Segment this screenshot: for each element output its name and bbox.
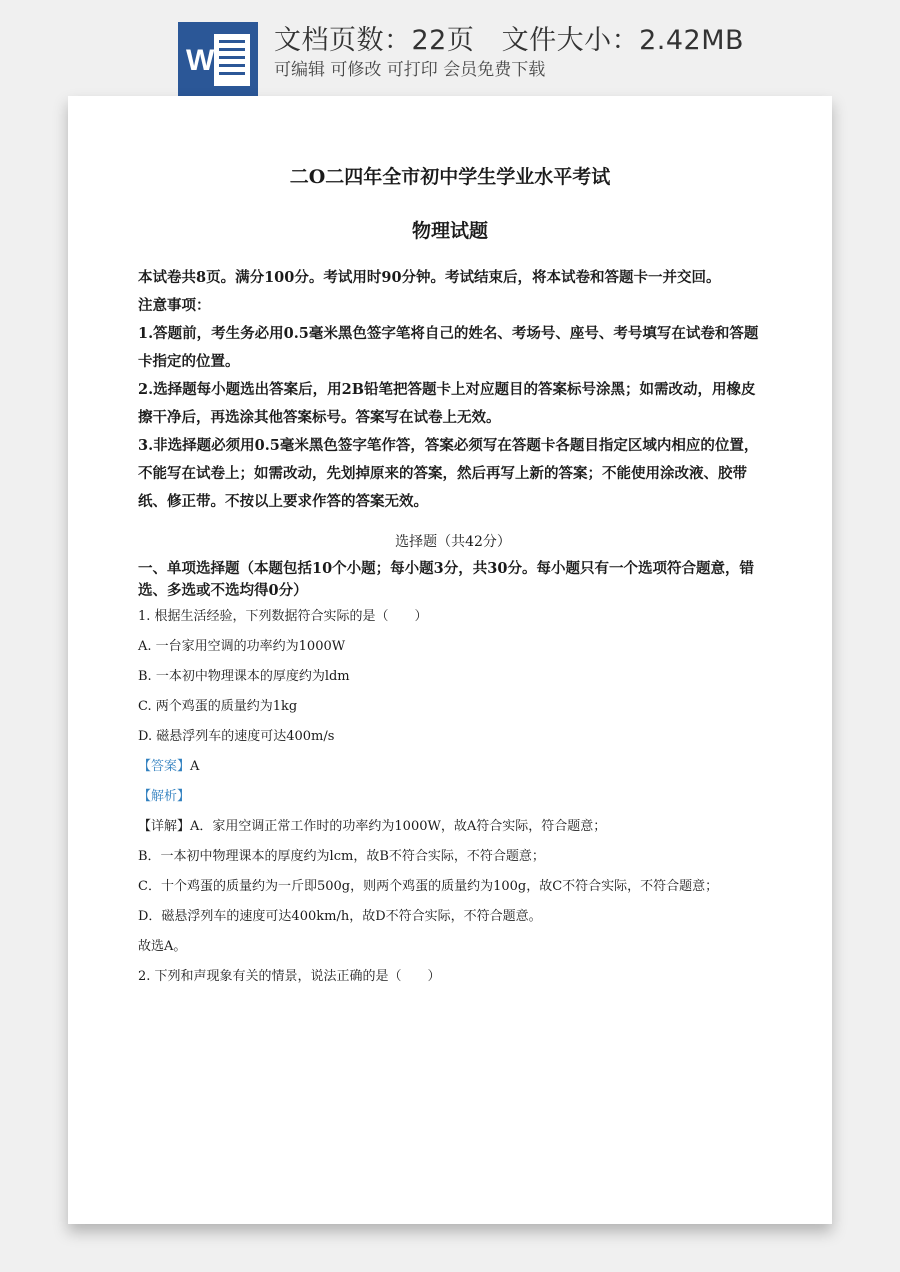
detail-text: A．家用空调正常工作时的功率约为1000W，故A符合实际，符合题意； bbox=[190, 819, 607, 834]
intro-text: 本试卷共8页。满分100分。考试用时90分钟。考试结束后，将本试卷和答题卡一并交回。 bbox=[138, 269, 721, 286]
download-banner bbox=[0, 0, 900, 100]
question-option: A. 一台家用空调的功率约为1000W bbox=[138, 639, 346, 654]
notice-item: 2.选择题每小题选出答案后，用2B铅笔把答题卡上对应题目的答案标号涂黑；如需改动，用橡皮擦干净后，再选涂其他答案标号。答案写在试卷上无效。 bbox=[138, 381, 756, 426]
question-stem: 1. 根据生活经验，下列数据符合实际的是（ ） bbox=[138, 609, 428, 624]
notice-item: 3.非选择题必须用0.5毫米黑色签字笔作答，答案必须写在答题卡各题目指定区域内相应的位置，不能写在试卷上；如需改动，先划掉原来的答案，然后再写上新的答案；不能使用涂改液、胶带纸、修正带。不按以上要求作答的答案无效。 bbox=[138, 437, 759, 510]
notice-item: 1.答题前，考生务必用0.5毫米黑色签字笔将自己的姓名、考场号、座号、考号填写在试卷和答题卡指定的位置。 bbox=[138, 325, 759, 370]
conclusion-line: 故选A。 bbox=[138, 939, 187, 954]
document-page bbox=[68, 96, 832, 1224]
detail-line: C．十个鸡蛋的质量约为一斤即500g，则两个鸡蛋的质量约为100g，故C不符合实际，不符合题意； bbox=[138, 879, 719, 894]
section-heading: 选择题（共42分） bbox=[395, 534, 511, 550]
detail-tag: 【详解】 bbox=[138, 819, 191, 834]
word-icon-letter: W bbox=[186, 44, 215, 77]
question-option: C. 两个鸡蛋的质量约为1kg bbox=[138, 699, 298, 714]
question-stem: 2. 下列和声现象有关的情景，说法正确的是（ ） bbox=[138, 969, 441, 984]
question-option: D. 磁悬浮列车的速度可达400m/s bbox=[138, 729, 335, 744]
answer-value: A bbox=[190, 759, 200, 774]
detail-line: B．一本初中物理课本的厚度约为lcm，故B不符合实际，不符合题意； bbox=[138, 849, 545, 864]
mc-heading: 一、单项选择题（本题包括10个小题；每小题3分，共30分。每小题只有一个选项符合题意，错选、多选或不选均得0分） bbox=[138, 560, 754, 599]
document-subtitle: 物理试题 bbox=[411, 220, 488, 242]
document-content bbox=[138, 264, 768, 992]
notice-heading: 注意事项： bbox=[138, 297, 211, 314]
word-document-icon bbox=[178, 22, 258, 96]
document-title: 二O二四年全市初中学生学业水平考试 bbox=[289, 166, 611, 188]
answer-line bbox=[138, 752, 768, 782]
banner-subtitle: 可编辑 可修改 可打印 会员免费下载 bbox=[274, 60, 546, 80]
analysis-line bbox=[138, 782, 768, 812]
answer-tag: 【答案】 bbox=[138, 759, 191, 774]
question-option: B. 一本初中物理课本的厚度约为ldm bbox=[138, 669, 350, 684]
detail-line bbox=[138, 812, 768, 842]
detail-line: D．磁悬浮列车的速度可达400km/h，故D不符合实际，不符合题意。 bbox=[138, 909, 542, 924]
banner-title: 文档页数：22页 文件大小：2.42MB bbox=[274, 25, 745, 56]
analysis-tag: 【解析】 bbox=[138, 789, 191, 804]
